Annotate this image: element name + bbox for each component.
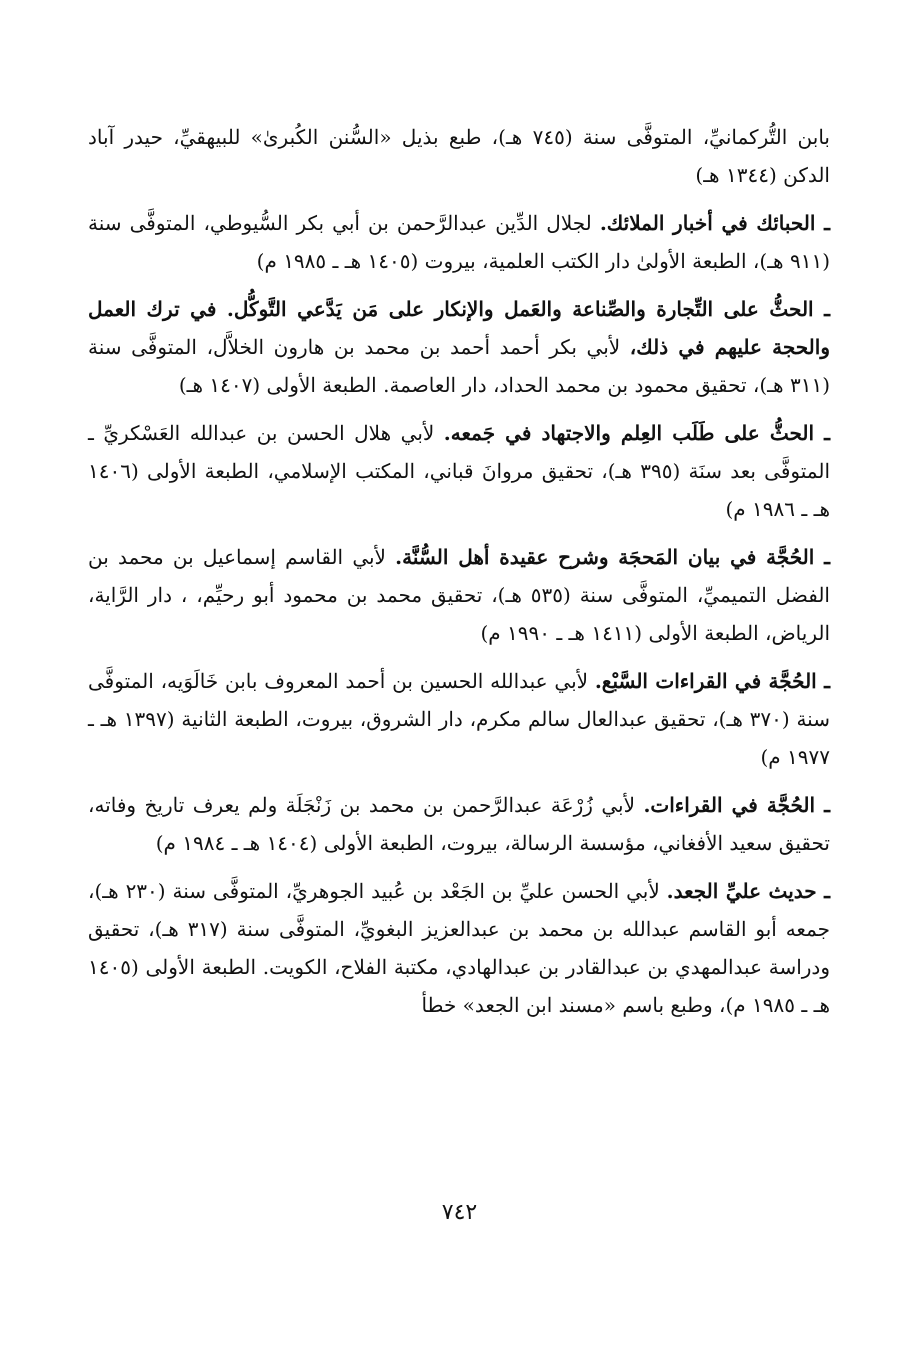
bibliography-entry xyxy=(88,786,830,862)
entry-body: لأبي عبدالله الحسين بن أحمد المعروف بابن خَالَوَيه، المتوفَّى سنة (٣٧٠ هـ)، تحقيق عبدالعال سالم مكرم، دار الشروق، بيروت، الطبعة الثانية (١٣٩٧ هـ ـ ١٩٧٧ م) xyxy=(88,669,830,769)
entry-title: ـ الحثُّ على التِّجارة والصِّناعة والعَمل والإنكار على مَن يَدَّعي التَّوكُّل. في ترك العمل والحجة عليهم في ذلك، xyxy=(88,297,830,359)
entry-title: ـ الحبائك في أخبار الملائك. xyxy=(599,211,831,235)
entry-body: لأبي القاسم إسماعيل بن محمد بن الفضل التميميِّ، المتوفَّى سنة (٥٣٥ هـ)، تحقيق محمد بن محمود أبو رحيِّم، ، دار الرَّاية، الرياض، الطبعة الأولى (١٤١١ هـ ـ ١٩٩٠ م) xyxy=(88,545,830,645)
entry-body: لأبي الحسن عليِّ بن الجَعْد بن عُبيد الجوهريِّ، المتوفَّى سنة (٢٣٠ هـ)، جمعه أبو القاسم عبدالله بن محمد بن عبدالعزيز البغويِّ، المتوفَّى سنة (٣١٧ هـ)، تحقيق ودراسة عبدالمهدي بن عبدالقادر بن عبدالهادي، مكتبة الفلاح، الكويت. الطبعة الأولى (١٤٠٥ هـ ـ ١٩٨٥ م)، وطبع باسم «مسند ابن الجعد» خطأ xyxy=(88,879,831,1017)
bibliography-page xyxy=(88,118,830,1034)
bibliography-entry xyxy=(88,662,830,776)
bibliography-entry xyxy=(88,118,830,194)
entry-body: لأبي هلال الحسن بن عبدالله العَسْكريِّ ـ المتوفَّى بعد سنَة (٣٩٥ هـ)، تحقيق مروانَ قباني، المكتب الإسلامي، الطبعة الأولى (١٤٠٦ هـ ـ ١٩٨٦ م) xyxy=(88,421,830,521)
bibliography-entry xyxy=(88,872,830,1024)
entry-title: ـ الحثُّ على طَلَب العِلم والاجتهاد في جَمعه. xyxy=(443,421,830,445)
entry-body: لجلال الدِّين عبدالرَّحمن بن أبي بكر السُّيوطي، المتوفَّى سنة (٩١١ هـ)، الطبعة الأولىٰ دار الكتب العلمية، بيروت (١٤٠٥ هـ ـ ١٩٨٥ م) xyxy=(88,211,830,273)
entry-title: ـ الحُجَّة في بيان المَحجَة وشرح عقيدة أهل السُّنَّة. xyxy=(395,545,830,569)
bibliography-entry xyxy=(88,290,830,404)
page-number: ٧٤٢ xyxy=(441,1200,478,1225)
entry-body: لأبي زُرْعَة عبدالرَّحمن بن محمد بن زَنْجَلَة ولم يعرف تاريخ وفاته، تحقيق سعيد الأفغاني، مؤسسة الرسالة، بيروت، الطبعة الأولى (١٤٠٤ هـ ـ ١٩٨٤ م) xyxy=(88,793,830,855)
entry-body: بابن التُّركمانيِّ، المتوفَّى سنة (٧٤٥ هـ)، طبع بذيل «السُّنن الكُبرىٰ» للبيهقيِّ، حيدر آباد الدكن (١٣٤٤ هـ) xyxy=(88,125,830,187)
entry-title: ـ الحُجَّة في القراءات. xyxy=(643,793,830,817)
entry-body: لأبي بكر أحمد أحمد بن محمد بن هارون الخلاَّل، المتوفَّى سنة (٣١١ هـ)، تحقيق محمود بن محمد الحداد، دار العاصمة. الطبعة الأولى (١٤٠٧ هـ) xyxy=(88,335,830,397)
bibliography-entry xyxy=(88,414,830,528)
bibliography-entry xyxy=(88,204,830,280)
entry-title: ـ حديث عليِّ الجعد. xyxy=(666,879,830,903)
entry-title: ـ الحُجَّة في القراءات السَّبْع. xyxy=(594,669,830,693)
bibliography-entry xyxy=(88,538,830,652)
